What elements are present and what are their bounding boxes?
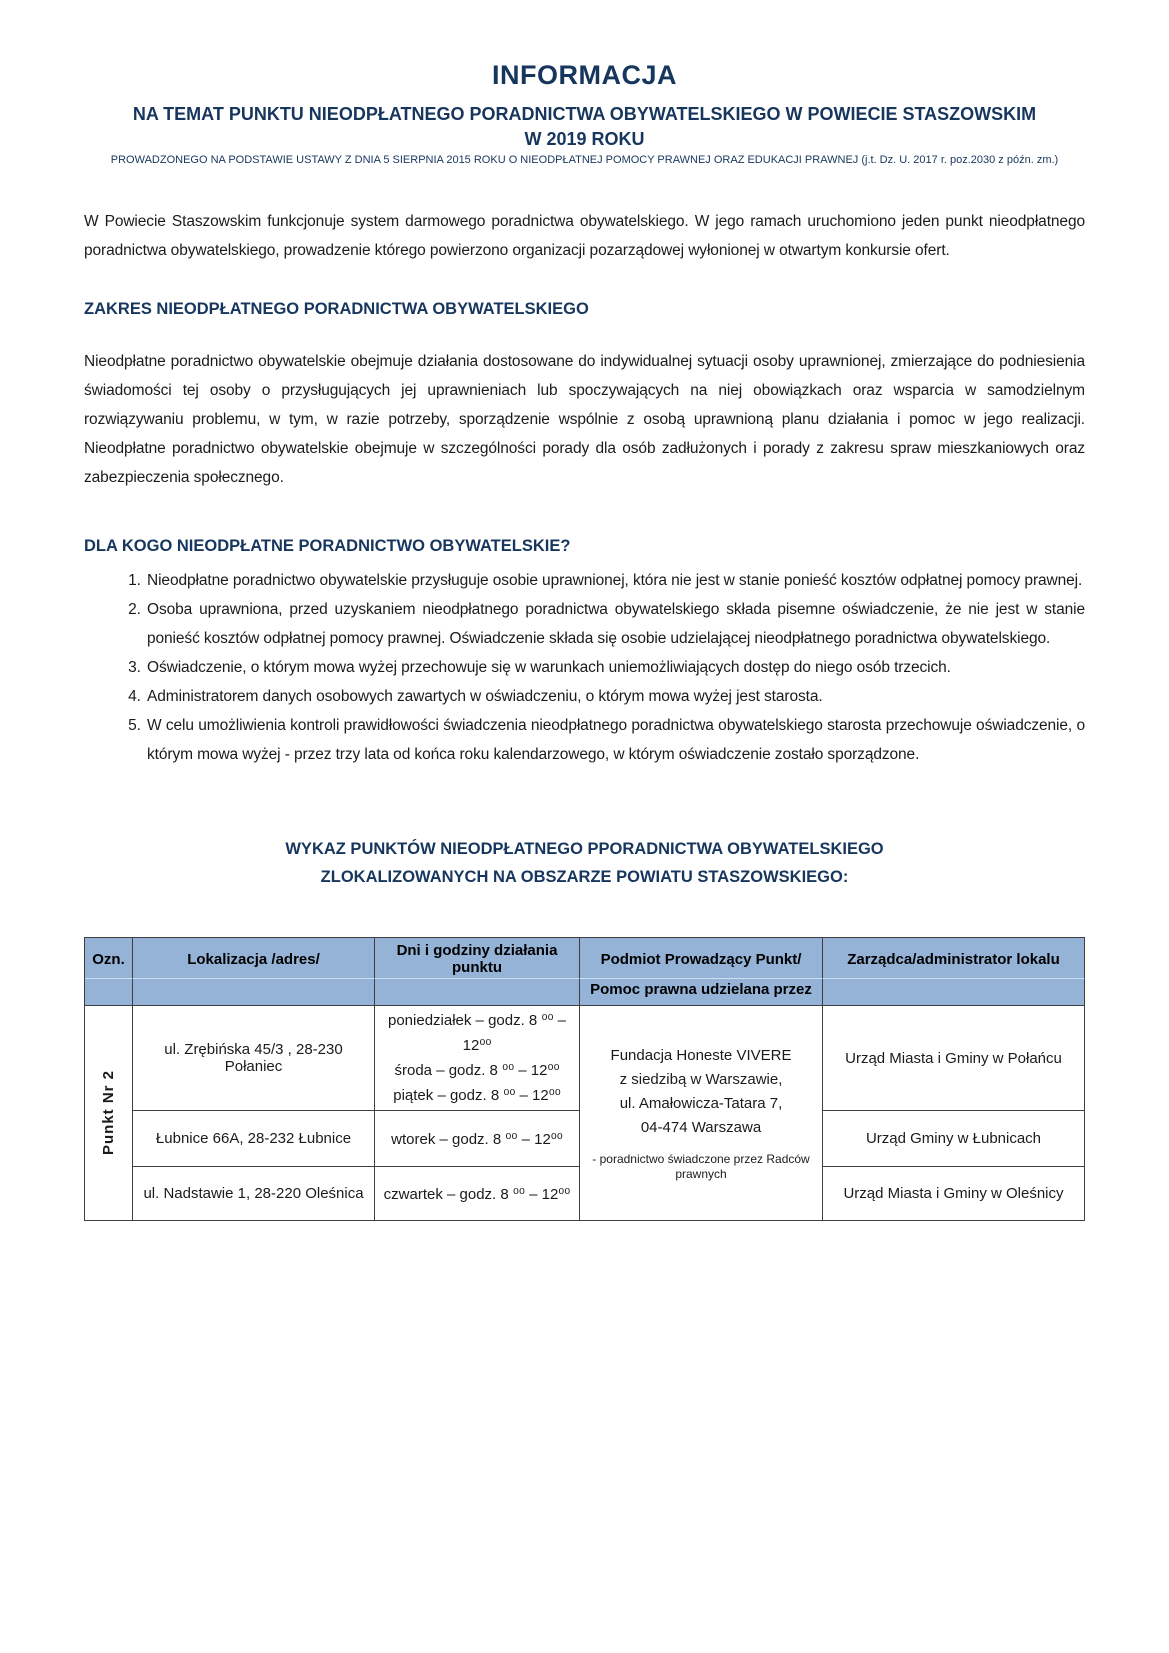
- col-header-podmiot: Podmiot Prowadzący Punkt/: [580, 938, 823, 979]
- col-header-ozn: Ozn.: [85, 938, 133, 979]
- points-heading-line2: ZLOKALIZOWANYCH NA OBSZARZE POWIATU STASZOWSKIEGO:: [320, 868, 849, 886]
- col-header-dni-godziny: Dni i godziny działania punktu: [375, 938, 580, 979]
- address-cell: ul. Zrębińska 45/3 , 28-230 Połaniec: [133, 1006, 375, 1111]
- col-header-empty: [375, 979, 580, 1006]
- schedule-line: środa – godz. 8 ⁰⁰ – 12⁰⁰: [394, 1062, 560, 1079]
- address-cell: ul. Nadstawie 1, 28-220 Oleśnica: [133, 1167, 375, 1221]
- col-header-empty: [823, 979, 1085, 1006]
- col-header-empty: [85, 979, 133, 1006]
- eligibility-list: [84, 566, 1085, 769]
- scope-paragraph: Nieodpłatne poradnictwo obywatelskie obejmuje działania dostosowane do indywidualnej sytuacji osoby uprawnionej, zmierzające do podniesienia świadomości tej osoby o przysługujących jej uprawnieniach lub spoczywających na niej obowiązkach oraz wsparcia w samodzielnym rozwiązywaniu problemu, w tym, w razie potrzeby, sporządzenie wspólnie z osobą uprawnioną planu działania i pomoc w jego realizacji. Nieodpłatne poradnictwo obywatelskie obejmuje w szczególności porady dla osób zadłużonych i porady z zakresu spraw mieszkaniowych oraz zabezpieczenia społecznego.: [84, 353, 1085, 486]
- manager-cell: Urząd Miasta i Gminy w Oleśnicy: [823, 1167, 1085, 1221]
- col-header-zarzadca: Zarządca/administrator lokalu: [823, 938, 1085, 979]
- intro-paragraph: W Powiecie Staszowskim funkcjonuje system darmowego poradnictwa obywatelskiego. W jego ramach uruchomiono jeden punkt nieodpłatnego poradnictwa obywatelskiego, prowadzenie którego powierzono organizacji pozarządowej wyłonionej w otwartym konkursie ofert.: [84, 213, 1085, 259]
- legal-basis-line: PROWADZONEGO NA PODSTAWIE USTAWY Z DNIA 5 SIERPNIA 2015 ROKU O NIEODPŁATNEJ POMOCY PRAWNEJ ORAZ EDUKACJI PRAWNEJ (j.t. Dz. U. 2017 r. poz.2030 z późn. zm.): [110, 154, 1059, 166]
- provider-note: - poradnictwo świadczone przez Radców prawnych: [592, 1152, 810, 1181]
- list-item: 2. Osoba uprawniona, przed uzyskaniem nieodpłatnego poradnictwa obywatelskiego składa pisemne oświadczenie, że nie jest w stanie ponieść kosztów odpłatnej pomocy prawnej. Oświadczenie składa się osobie udzielającej nieodpłatnego poradnictwa obywatelskiego.: [145, 595, 1085, 653]
- page-title: INFORMACJA: [492, 60, 677, 90]
- list-item: 5. W celu umożliwienia kontroli prawidłowości świadczenia nieodpłatnego poradnictwa obywatelskiego starosta przechowuje oświadczenie, o którym mowa wyżej - przez trzy lata od końca roku kalendarzowego, w którym oświadczenie zostało sporządzone.: [145, 711, 1085, 769]
- provider-address-line: ul. Amałowicza-Tatara 7,: [619, 1095, 783, 1112]
- provider-address-line: z siedzibą w Warszawie,: [619, 1071, 783, 1088]
- points-table: [84, 937, 1085, 1221]
- col-header-podmiot-line2: Pomoc prawna udzielana przez: [580, 979, 823, 1006]
- schedule-line: poniedziałek – godz. 8 ⁰⁰ – 12⁰⁰: [388, 1012, 566, 1054]
- col-header-lokalizacja: Lokalizacja /adres/: [133, 938, 375, 979]
- schedule-cell: [375, 1006, 580, 1111]
- provider-cell: [580, 1006, 823, 1221]
- points-section-heading: [84, 835, 1085, 891]
- point-number-cell: [85, 1006, 133, 1221]
- points-heading-line1: WYKAZ PUNKTÓW NIEODPŁATNEGO PPORADNICTWA OBYWATELSKIEGO: [285, 840, 884, 858]
- provider-address-line: 04-474 Warszawa: [640, 1119, 762, 1136]
- section-heading-zakres: ZAKRES NIEODPŁATNEGO PORADNICTWA OBYWATELSKIEGO: [84, 300, 589, 318]
- address-cell: Łubnice 66A, 28-232 Łubnice: [133, 1111, 375, 1167]
- year-line: W 2019 ROKU: [524, 129, 645, 149]
- manager-cell: Urząd Miasta i Gminy w Połańcu: [823, 1006, 1085, 1111]
- list-item: 4. Administratorem danych osobowych zawartych w oświadczeniu, o którym mowa wyżej jest starosta.: [145, 682, 1085, 711]
- schedule-cell: wtorek – godz. 8 ⁰⁰ – 12⁰⁰: [375, 1111, 580, 1167]
- table-header-row: [85, 938, 1085, 979]
- table-header-subrow: [85, 979, 1085, 1006]
- table-row: [85, 1006, 1085, 1111]
- provider-name: Fundacja Honeste VIVERE: [610, 1047, 792, 1064]
- col-header-empty: [133, 979, 375, 1006]
- section-heading-dla-kogo: DLA KOGO NIEODPŁATNE PORADNICTWO OBYWATELSKIE?: [84, 537, 571, 555]
- manager-cell: Urząd Gminy w Łubnicach: [823, 1111, 1085, 1167]
- page-subtitle: NA TEMAT PUNKTU NIEODPŁATNEGO PORADNICTWA OBYWATELSKIEGO W POWIECIE STASZOWSKIM: [132, 104, 1037, 124]
- point-label: Punkt Nr 2: [100, 1070, 117, 1156]
- schedule-cell: czwartek – godz. 8 ⁰⁰ – 12⁰⁰: [375, 1167, 580, 1221]
- list-item: 3. Oświadczenie, o którym mowa wyżej przechowuje się w warunkach uniemożliwiających dostęp do niego osób trzecich.: [145, 653, 1085, 682]
- list-item: 1. Nieodpłatne poradnictwo obywatelskie przysługuje osobie uprawnionej, która nie jest w stanie ponieść kosztów odpłatnej pomocy prawnej.: [145, 566, 1085, 595]
- schedule-line: piątek – godz. 8 ⁰⁰ – 12⁰⁰: [393, 1087, 561, 1104]
